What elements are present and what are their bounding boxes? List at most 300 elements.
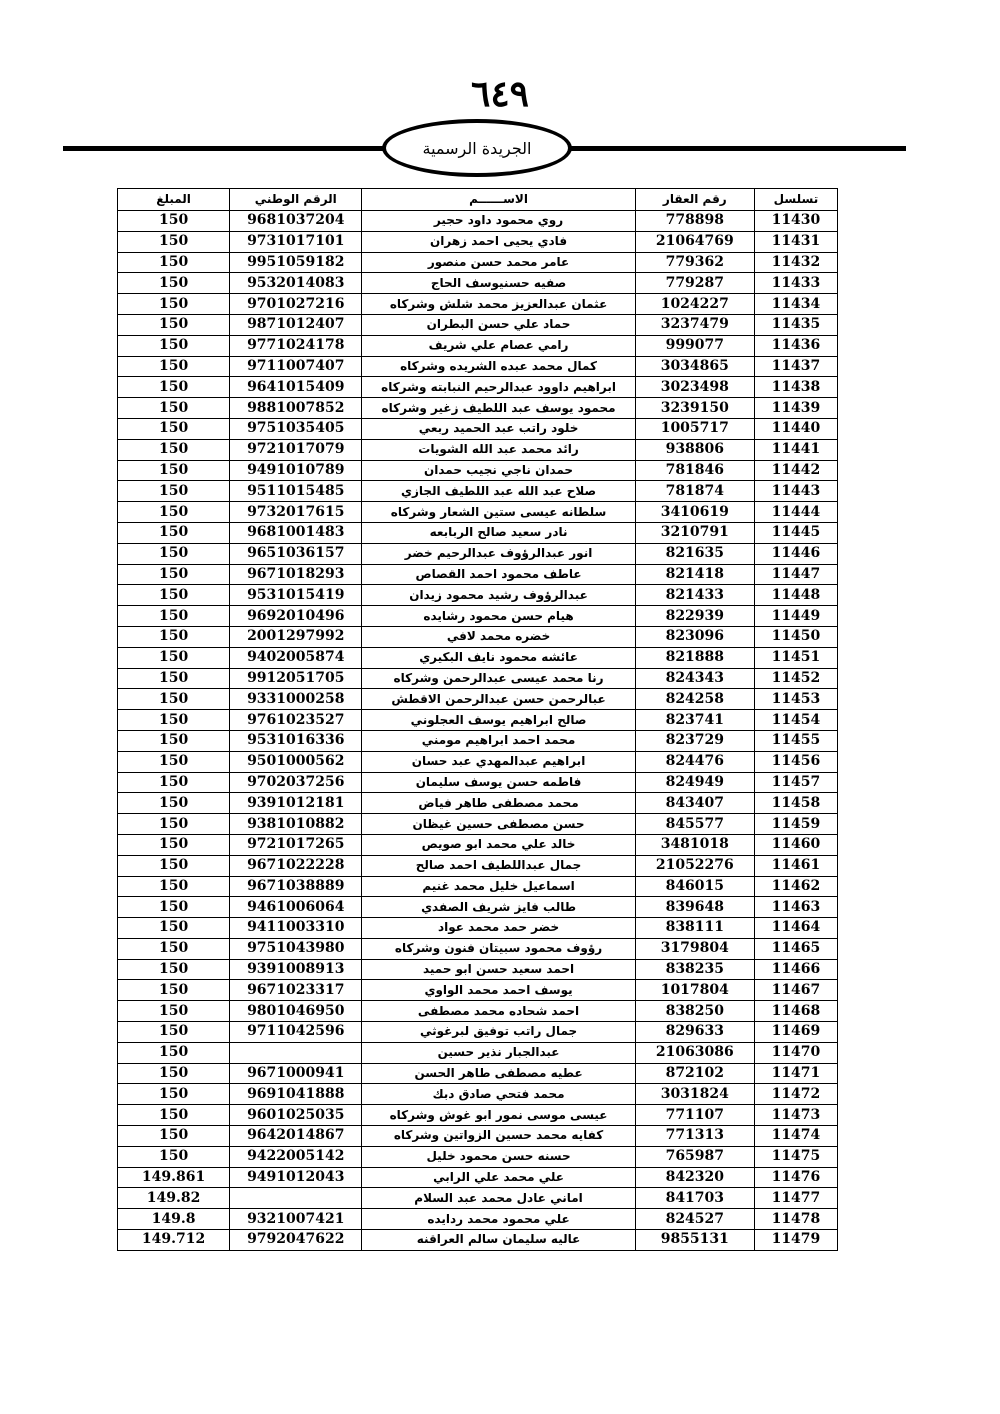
cell-amount: 150 (118, 356, 230, 377)
cell-serial: 11477 (754, 1188, 837, 1209)
cell-amount: 150 (118, 1126, 230, 1147)
cell-name: علي محمود محمد ردايده (362, 1209, 635, 1230)
cell-name: عائشه محمود نايف البكيري (362, 647, 635, 668)
table-row (118, 772, 838, 793)
cell-property: 839648 (635, 897, 754, 918)
cell-property: 843407 (635, 793, 754, 814)
cell-property: 824476 (635, 751, 754, 772)
cell-national-id (230, 1042, 362, 1063)
cell-property: 781846 (635, 460, 754, 481)
cell-name: خلود راتب عبد الحميد ربعي (362, 418, 635, 439)
cell-national-id: 9711007407 (230, 356, 362, 377)
cell-property: 779287 (635, 273, 754, 294)
cell-national-id: 9792047622 (230, 1230, 362, 1251)
cell-amount: 150 (118, 1001, 230, 1022)
table-row (118, 1126, 838, 1147)
cell-serial: 11474 (754, 1126, 837, 1147)
table-row (118, 606, 838, 627)
cell-serial: 11431 (754, 231, 837, 252)
cell-serial: 11461 (754, 855, 837, 876)
cell-national-id: 9391012181 (230, 793, 362, 814)
cell-amount: 150 (118, 626, 230, 647)
cell-property: 823096 (635, 626, 754, 647)
cell-serial: 11457 (754, 772, 837, 793)
cell-national-id: 9402005874 (230, 647, 362, 668)
cell-national-id: 9761023527 (230, 710, 362, 731)
cell-name: ابراهيم عبدالمهدي عبد حسان (362, 751, 635, 772)
cell-serial: 11437 (754, 356, 837, 377)
cell-property: 3481018 (635, 834, 754, 855)
table-row (118, 502, 838, 523)
cell-national-id: 9771024178 (230, 335, 362, 356)
cell-national-id: 9721017079 (230, 439, 362, 460)
cell-amount: 150 (118, 252, 230, 273)
cell-serial: 11435 (754, 314, 837, 335)
table-row (118, 626, 838, 647)
cell-serial: 11444 (754, 502, 837, 523)
cell-amount: 150 (118, 1105, 230, 1126)
cell-amount: 150 (118, 564, 230, 585)
cell-national-id: 9531015419 (230, 585, 362, 606)
cell-amount: 150 (118, 1084, 230, 1105)
cell-national-id: 9491010789 (230, 460, 362, 481)
table-row (118, 481, 838, 502)
cell-name: خالد علي محمد ابو صويص (362, 834, 635, 855)
cell-national-id: 9801046950 (230, 1001, 362, 1022)
cell-property: 765987 (635, 1146, 754, 1167)
cell-property: 838250 (635, 1001, 754, 1022)
table-row (118, 834, 838, 855)
cell-national-id: 9321007421 (230, 1209, 362, 1230)
cell-national-id: 9461006064 (230, 897, 362, 918)
cell-property: 846015 (635, 876, 754, 897)
cell-property: 3179804 (635, 938, 754, 959)
cell-national-id: 9532014083 (230, 273, 362, 294)
cell-property: 824527 (635, 1209, 754, 1230)
cell-amount: 150 (118, 1042, 230, 1063)
cell-amount: 149.82 (118, 1188, 230, 1209)
cell-national-id: 9681001483 (230, 522, 362, 543)
header-amount: المبلغ (118, 189, 230, 211)
cell-amount: 150 (118, 959, 230, 980)
cell-amount: 150 (118, 751, 230, 772)
cell-national-id: 9731017101 (230, 231, 362, 252)
table-row (118, 460, 838, 481)
cell-serial: 11467 (754, 980, 837, 1001)
cell-name: جمال عبداللطيف احمد صالح (362, 855, 635, 876)
cell-serial: 11441 (754, 439, 837, 460)
cell-amount: 150 (118, 543, 230, 564)
cell-serial: 11449 (754, 606, 837, 627)
cell-property: 821635 (635, 543, 754, 564)
cell-national-id: 9491012043 (230, 1167, 362, 1188)
header-national-id: الرقم الوطني (230, 189, 362, 211)
cell-national-id: 9702037256 (230, 772, 362, 793)
table-row (118, 647, 838, 668)
cell-name: علي محمد علي الرابي (362, 1167, 635, 1188)
cell-property: 3237479 (635, 314, 754, 335)
cell-serial: 11440 (754, 418, 837, 439)
cell-name: محمد فتحي صادق دبك (362, 1084, 635, 1105)
cell-name: صفيه حسنيوسف الحاج (362, 273, 635, 294)
cell-serial: 11470 (754, 1042, 837, 1063)
cell-name: عثمان عبدالعزيز محمد شلش وشركاه (362, 294, 635, 315)
cell-national-id: 9671023317 (230, 980, 362, 1001)
cell-serial: 11452 (754, 668, 837, 689)
cell-property: 3031824 (635, 1084, 754, 1105)
cell-amount: 150 (118, 481, 230, 502)
cell-serial: 11473 (754, 1105, 837, 1126)
cell-amount: 150 (118, 460, 230, 481)
cell-name: احمد سعيد حسن ابو حميد (362, 959, 635, 980)
cell-serial: 11454 (754, 710, 837, 731)
cell-serial: 11464 (754, 918, 837, 939)
cell-property: 838111 (635, 918, 754, 939)
cell-name: عبدالرؤوف رشيد محمود زيدان (362, 585, 635, 606)
cell-serial: 11450 (754, 626, 837, 647)
table-row (118, 294, 838, 315)
cell-property: 21052276 (635, 855, 754, 876)
table-row (118, 1084, 838, 1105)
cell-amount: 150 (118, 668, 230, 689)
cell-property: 821888 (635, 647, 754, 668)
cell-serial: 11458 (754, 793, 837, 814)
cell-name: عاطف محمود احمد القصاص (362, 564, 635, 585)
cell-national-id: 9711042596 (230, 1022, 362, 1043)
cell-property: 771107 (635, 1105, 754, 1126)
cell-serial: 11465 (754, 938, 837, 959)
cell-serial: 11459 (754, 814, 837, 835)
cell-serial: 11436 (754, 335, 837, 356)
cell-serial: 11463 (754, 897, 837, 918)
cell-national-id: 9692010496 (230, 606, 362, 627)
cell-name: محمد مصطفى طاهر فياض (362, 793, 635, 814)
cell-serial: 11446 (754, 543, 837, 564)
cell-property: 824343 (635, 668, 754, 689)
cell-national-id: 9641015409 (230, 377, 362, 398)
cell-amount: 150 (118, 294, 230, 315)
header-title-oval (382, 119, 572, 177)
cell-name: كمال محمد عبده الشريده وشركاه (362, 356, 635, 377)
table-row (118, 273, 838, 294)
cell-serial: 11471 (754, 1063, 837, 1084)
cell-serial: 11460 (754, 834, 837, 855)
cell-amount: 150 (118, 211, 230, 232)
cell-name: يوسف احمد محمد الواوي (362, 980, 635, 1001)
cell-serial: 11466 (754, 959, 837, 980)
cell-amount: 150 (118, 273, 230, 294)
cell-serial: 11479 (754, 1230, 837, 1251)
cell-name: عيسى موسى نمور ابو غوش وشركاه (362, 1105, 635, 1126)
cell-serial: 11443 (754, 481, 837, 502)
table-row (118, 668, 838, 689)
table-row (118, 252, 838, 273)
cell-serial: 11478 (754, 1209, 837, 1230)
cell-property: 821433 (635, 585, 754, 606)
cell-property: 3210791 (635, 522, 754, 543)
cell-national-id: 9531016336 (230, 730, 362, 751)
cell-name: صالح ابراهيم يوسف العجلوني (362, 710, 635, 731)
cell-property: 823729 (635, 730, 754, 751)
cell-name: محمد احمد ابراهيم مومني (362, 730, 635, 751)
cell-amount: 150 (118, 918, 230, 939)
cell-serial: 11451 (754, 647, 837, 668)
cell-national-id: 9642014867 (230, 1126, 362, 1147)
cell-amount: 150 (118, 876, 230, 897)
cell-name: ابراهيم داوود عبدالرحيم النبابته وشركاه (362, 377, 635, 398)
table-row (118, 1022, 838, 1043)
cell-national-id: 9651036157 (230, 543, 362, 564)
table-row (118, 980, 838, 1001)
cell-national-id: 9721017265 (230, 834, 362, 855)
table-row (118, 938, 838, 959)
cell-serial: 11472 (754, 1084, 837, 1105)
table-row (118, 793, 838, 814)
cell-national-id: 9671000941 (230, 1063, 362, 1084)
table-row (118, 751, 838, 772)
cell-amount: 150 (118, 689, 230, 710)
table-row (118, 418, 838, 439)
table-row (118, 730, 838, 751)
cell-serial: 11430 (754, 211, 837, 232)
cell-amount: 150 (118, 814, 230, 835)
table-row (118, 564, 838, 585)
cell-amount: 150 (118, 377, 230, 398)
cell-amount: 150 (118, 439, 230, 460)
cell-property: 1024227 (635, 294, 754, 315)
table-row (118, 585, 838, 606)
cell-amount: 150 (118, 647, 230, 668)
cell-serial: 11438 (754, 377, 837, 398)
cell-amount: 150 (118, 314, 230, 335)
cell-name: رامي عصام علي شريف (362, 335, 635, 356)
cell-name: فاطمه حسن يوسف سليمان (362, 772, 635, 793)
cell-name: رنا محمد عيسى عبدالرحمن وشركاه (362, 668, 635, 689)
table-row (118, 1063, 838, 1084)
cell-property: 841703 (635, 1188, 754, 1209)
cell-name: رائد محمد عبد الله الشويات (362, 439, 635, 460)
header-title: الجريدة الرسمية (422, 138, 532, 158)
cell-serial: 11468 (754, 1001, 837, 1022)
cell-amount: 149.861 (118, 1167, 230, 1188)
cell-national-id: 9381010882 (230, 814, 362, 835)
cell-serial: 11462 (754, 876, 837, 897)
table-row (118, 1167, 838, 1188)
cell-property: 9855131 (635, 1230, 754, 1251)
cell-national-id: 9411003310 (230, 918, 362, 939)
cell-national-id: 9671038889 (230, 876, 362, 897)
cell-national-id: 9681037204 (230, 211, 362, 232)
cell-name: روي محمود داود حجير (362, 211, 635, 232)
cell-name: جمال راتب توفيق لبرغوثي (362, 1022, 635, 1043)
table-row (118, 398, 838, 419)
table-row (118, 1105, 838, 1126)
cell-national-id: 9391008913 (230, 959, 362, 980)
cell-name: نادر سعيد صالح الربابعه (362, 522, 635, 543)
cell-national-id: 9501000562 (230, 751, 362, 772)
cell-serial: 11456 (754, 751, 837, 772)
cell-property: 822939 (635, 606, 754, 627)
table-row (118, 876, 838, 897)
header-name: الاســــــم (362, 189, 635, 211)
cell-name: عامر محمد حسن منصور (362, 252, 635, 273)
cell-national-id: 2001297992 (230, 626, 362, 647)
cell-amount: 150 (118, 834, 230, 855)
cell-serial: 11445 (754, 522, 837, 543)
table-row (118, 1001, 838, 1022)
cell-national-id: 9751035405 (230, 418, 362, 439)
header-property: رقم العقار (635, 189, 754, 211)
cell-property: 779362 (635, 252, 754, 273)
table-row (118, 1042, 838, 1063)
cell-name: اماني عادل محمد عبد السلام (362, 1188, 635, 1209)
cell-amount: 150 (118, 231, 230, 252)
cell-amount: 150 (118, 522, 230, 543)
cell-national-id: 9511015485 (230, 481, 362, 502)
cell-national-id: 9701027216 (230, 294, 362, 315)
cell-amount: 150 (118, 855, 230, 876)
table-row (118, 897, 838, 918)
table-row (118, 710, 838, 731)
cell-name: حمدان ناجي نجيب حمدان (362, 460, 635, 481)
cell-name: كفايه محمد حسين الزواتين وشركاه (362, 1126, 635, 1147)
cell-amount: 150 (118, 606, 230, 627)
cell-amount: 150 (118, 1022, 230, 1043)
cell-serial: 11448 (754, 585, 837, 606)
page-number: ٦٤٩ (470, 73, 529, 115)
cell-national-id: 9751043980 (230, 938, 362, 959)
table-header-row (118, 189, 838, 211)
cell-property: 823741 (635, 710, 754, 731)
cell-amount: 150 (118, 772, 230, 793)
cell-name: عاليه سليمان سالم العراقنه (362, 1230, 635, 1251)
cell-national-id: 9601025035 (230, 1105, 362, 1126)
cell-amount: 150 (118, 1063, 230, 1084)
table-row (118, 314, 838, 335)
cell-property: 838235 (635, 959, 754, 980)
cell-serial: 11475 (754, 1146, 837, 1167)
cell-amount: 150 (118, 980, 230, 1001)
cell-amount: 150 (118, 710, 230, 731)
cell-property: 3410619 (635, 502, 754, 523)
cell-national-id (230, 1188, 362, 1209)
table-row (118, 335, 838, 356)
cell-national-id: 9671018293 (230, 564, 362, 585)
table-row (118, 543, 838, 564)
cell-property: 824949 (635, 772, 754, 793)
cell-property: 1005717 (635, 418, 754, 439)
cell-name: سلطانه عيسى ستين الشعار وشركاه (362, 502, 635, 523)
cell-name: هيام حسن محمود رشايده (362, 606, 635, 627)
cell-serial: 11439 (754, 398, 837, 419)
cell-name: حسن مصطفى حسين غيظان (362, 814, 635, 835)
table-row (118, 1209, 838, 1230)
cell-serial: 11433 (754, 273, 837, 294)
cell-name: عبالرحمن حسن عبدالرحمن الاقطش (362, 689, 635, 710)
cell-amount: 149.8 (118, 1209, 230, 1230)
cell-serial: 11434 (754, 294, 837, 315)
data-table (117, 188, 838, 1251)
cell-name: طالب فايز شريف الصفدي (362, 897, 635, 918)
cell-serial: 11442 (754, 460, 837, 481)
cell-serial: 11469 (754, 1022, 837, 1043)
cell-property: 824258 (635, 689, 754, 710)
cell-property: 771313 (635, 1126, 754, 1147)
cell-name: حسنه حسن محمود خليل (362, 1146, 635, 1167)
cell-name: اسماعيل خليل محمد غنيم (362, 876, 635, 897)
cell-national-id: 9732017615 (230, 502, 362, 523)
cell-property: 21063086 (635, 1042, 754, 1063)
cell-serial: 11447 (754, 564, 837, 585)
cell-property: 21064769 (635, 231, 754, 252)
cell-property: 3034865 (635, 356, 754, 377)
cell-amount: 150 (118, 502, 230, 523)
cell-national-id: 9951059182 (230, 252, 362, 273)
cell-national-id: 9881007852 (230, 398, 362, 419)
table-row (118, 918, 838, 939)
cell-national-id: 9691041888 (230, 1084, 362, 1105)
cell-property: 781874 (635, 481, 754, 502)
cell-name: خضر حمد محمد عواد (362, 918, 635, 939)
cell-national-id: 9912051705 (230, 668, 362, 689)
table-body (118, 211, 838, 1251)
cell-property: 999077 (635, 335, 754, 356)
table-row (118, 1230, 838, 1251)
cell-property: 938806 (635, 439, 754, 460)
cell-name: انور عبدالرؤوف عبدالرحيم خضر (362, 543, 635, 564)
cell-amount: 150 (118, 1146, 230, 1167)
cell-name: عبدالجبار نذير حسين (362, 1042, 635, 1063)
cell-national-id: 9422005142 (230, 1146, 362, 1167)
cell-property: 778898 (635, 211, 754, 232)
cell-property: 872102 (635, 1063, 754, 1084)
cell-amount: 150 (118, 398, 230, 419)
cell-name: حماد علي حسن البطران (362, 314, 635, 335)
cell-amount: 150 (118, 418, 230, 439)
cell-name: صلاح عبد الله عبد اللطيف الجازي (362, 481, 635, 502)
cell-amount: 150 (118, 730, 230, 751)
cell-serial: 11453 (754, 689, 837, 710)
cell-name: رؤوف محمود سبيتان فنون وشركاه (362, 938, 635, 959)
cell-amount: 149.712 (118, 1230, 230, 1251)
cell-amount: 150 (118, 938, 230, 959)
table-row (118, 522, 838, 543)
cell-property: 821418 (635, 564, 754, 585)
cell-serial: 11432 (754, 252, 837, 273)
cell-property: 842320 (635, 1167, 754, 1188)
cell-name: عطيه مصطفى طاهر الحسن (362, 1063, 635, 1084)
table-row (118, 356, 838, 377)
table-row (118, 855, 838, 876)
cell-amount: 150 (118, 585, 230, 606)
table-row (118, 211, 838, 232)
table-row (118, 1146, 838, 1167)
cell-amount: 150 (118, 793, 230, 814)
cell-name: فادي يحيى احمد زهران (362, 231, 635, 252)
cell-serial: 11455 (754, 730, 837, 751)
table-row (118, 377, 838, 398)
table-row (118, 439, 838, 460)
table-row (118, 1188, 838, 1209)
cell-amount: 150 (118, 335, 230, 356)
cell-national-id: 9671022228 (230, 855, 362, 876)
cell-amount: 150 (118, 897, 230, 918)
cell-national-id: 9331000258 (230, 689, 362, 710)
cell-property: 3239150 (635, 398, 754, 419)
cell-property: 829633 (635, 1022, 754, 1043)
cell-property: 845577 (635, 814, 754, 835)
cell-property: 1017804 (635, 980, 754, 1001)
